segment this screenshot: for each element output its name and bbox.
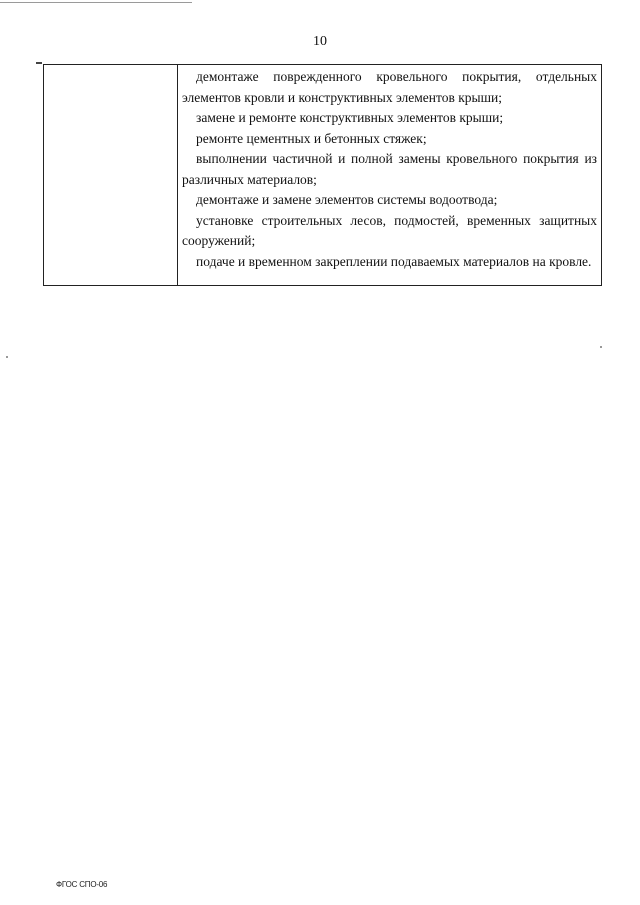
- table-row: [44, 65, 602, 286]
- list-item: ремонте цементных и бетонных стяжек;: [196, 130, 427, 146]
- list-item: замене и ремонте конструктивных элементов крыши;: [196, 110, 504, 125]
- list-item: выполнении частичной и полной замены кровельного покрытия из различных материалов;: [182, 151, 597, 187]
- scan-mark: [36, 62, 42, 64]
- page-number: 10: [313, 34, 327, 49]
- list-item: демонтаже и замене элементов системы водоотвода;: [196, 192, 498, 207]
- table-cell-left: [44, 65, 178, 286]
- list-item: установке строительных лесов, подмостей, временных защитных сооружений;: [182, 212, 597, 248]
- item-list: [178, 65, 601, 272]
- list-item: подаче и временном закреплении подаваемых материалов на кровле.: [196, 253, 592, 269]
- table-cell-right: [178, 65, 602, 286]
- scan-speck: [600, 346, 602, 348]
- scan-speck: [6, 356, 8, 358]
- scan-edge-line: [0, 2, 192, 3]
- footer-code: ФГОС СПО-06: [56, 880, 108, 889]
- list-item: демонтаже поврежденного кровельного покрытия, отдельных элементов кровли и конструктивных элементов крыши;: [182, 69, 597, 105]
- content-table: [43, 64, 602, 286]
